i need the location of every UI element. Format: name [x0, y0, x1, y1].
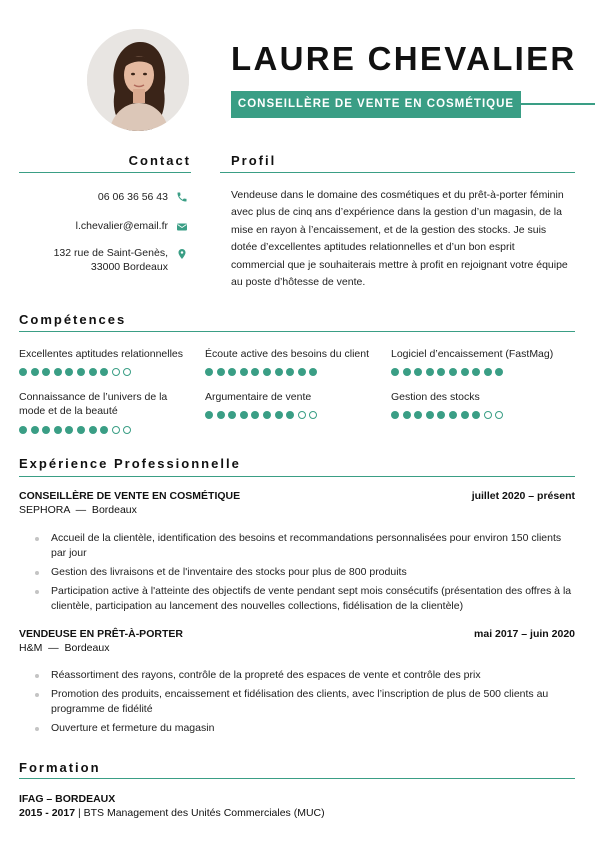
contact-address-line1: 132 rue de Saint-Genès,: [53, 247, 168, 259]
rating-dot-filled: [495, 368, 503, 376]
rating-dot-filled: [263, 411, 271, 419]
job-dates: mai 2017 – juin 2020: [474, 628, 575, 640]
rating-dot-filled: [251, 411, 259, 419]
rating-dot-empty: [123, 426, 131, 434]
rating-dot-filled: [240, 411, 248, 419]
skill-name: Gestion des stocks: [391, 391, 480, 403]
experience-heading: Expérience Professionnelle: [19, 456, 241, 471]
job-bullets: [34, 531, 579, 618]
skill-name-line2: mode et de la beauté: [19, 405, 118, 417]
rating-dot-filled: [484, 368, 492, 376]
skill-name: Excellentes aptitudes relationnelles: [19, 348, 184, 360]
contact-divider: [19, 172, 191, 173]
contact-heading: Contact: [128, 153, 191, 168]
education-separator: |: [75, 807, 84, 819]
rating-dot-filled: [298, 368, 306, 376]
rating-dot-filled: [286, 411, 294, 419]
rating-dot-filled: [100, 368, 108, 376]
skill-rating: [19, 426, 131, 434]
rating-dot-empty: [309, 411, 317, 419]
rating-dot-filled: [89, 368, 97, 376]
rating-dot-filled: [228, 411, 236, 419]
rating-dot-filled: [403, 368, 411, 376]
rating-dot-filled: [54, 368, 62, 376]
rating-dot-filled: [472, 411, 480, 419]
rating-dot-filled: [472, 368, 480, 376]
job-dates: juillet 2020 – présent: [471, 490, 575, 502]
rating-dot-filled: [286, 368, 294, 376]
job-title: CONSEILLÈRE DE VENTE EN COSMÉTIQUE: [19, 490, 241, 502]
profil-divider: [220, 172, 575, 173]
rating-dot-filled: [240, 368, 248, 376]
skill-name: Argumentaire de vente: [205, 391, 312, 403]
job-bullets: [34, 668, 579, 740]
rating-dot-filled: [228, 368, 236, 376]
rating-dot-filled: [449, 411, 457, 419]
portrait-image: [87, 29, 189, 131]
rating-dot-empty: [484, 411, 492, 419]
rating-dot-filled: [275, 411, 283, 419]
rating-dot-filled: [449, 368, 457, 376]
rating-dot-filled: [217, 411, 225, 419]
rating-dot-empty: [112, 368, 120, 376]
rating-dot-filled: [391, 411, 399, 419]
rating-dot-filled: [403, 411, 411, 419]
rating-dot-filled: [263, 368, 271, 376]
list-item: Accueil de la clientèle, identification des besoins et recommandations personnalisées pour environ 150 clients par jour: [34, 531, 579, 561]
rating-dot-filled: [65, 368, 73, 376]
rating-dot-filled: [426, 368, 434, 376]
contact-email[interactable]: l.chevalier@email.fr: [75, 220, 168, 232]
skill-rating: [19, 368, 131, 376]
education-divider: [19, 778, 575, 779]
contact-phone: 06 06 36 56 43: [97, 191, 168, 203]
rating-dot-filled: [31, 368, 39, 376]
rating-dot-empty: [298, 411, 306, 419]
rating-dot-filled: [100, 426, 108, 434]
contact-address-line2: 33000 Bordeaux: [90, 261, 168, 273]
rating-dot-filled: [19, 426, 27, 434]
rating-dot-filled: [437, 368, 445, 376]
rating-dot-filled: [414, 411, 422, 419]
job-company: SEPHORA — Bordeaux: [19, 504, 137, 516]
skill-name: Logiciel d’encaissement (FastMag): [391, 348, 554, 360]
candidate-name: LAURE CHEVALIER: [231, 40, 577, 77]
profil-heading: Profil: [231, 153, 277, 168]
location-icon: [176, 248, 188, 260]
skills-heading: Compétences: [19, 312, 127, 327]
rating-dot-filled: [309, 368, 317, 376]
rating-dot-filled: [461, 411, 469, 419]
rating-dot-filled: [426, 411, 434, 419]
job-title-banner: CONSEILLÈRE DE VENTE EN COSMÉTIQUE: [231, 91, 521, 118]
job-title-line: [521, 103, 595, 105]
rating-dot-filled: [42, 426, 50, 434]
list-item: Ouverture et fermeture du magasin: [34, 721, 579, 736]
rating-dot-empty: [495, 411, 503, 419]
rating-dot-filled: [89, 426, 97, 434]
phone-icon: [176, 191, 188, 203]
rating-dot-filled: [414, 368, 422, 376]
rating-dot-empty: [112, 426, 120, 434]
rating-dot-filled: [437, 411, 445, 419]
rating-dot-filled: [217, 368, 225, 376]
education-years: 2015 - 2017: [19, 807, 76, 819]
list-item: Promotion des produits, encaissement et fidélisation des clients, avec l’inscription de plus de 500 clients au programme de fidélité: [34, 687, 579, 717]
education-heading: Formation: [19, 760, 101, 775]
skill-rating: [391, 368, 503, 376]
rating-dot-filled: [391, 368, 399, 376]
rating-dot-filled: [31, 426, 39, 434]
education-school: IFAG – BORDEAUX: [19, 793, 116, 805]
list-item: Gestion des livraisons et de l'inventaire des stocks pour plus de 800 produits: [34, 565, 579, 580]
education-details: [19, 806, 325, 821]
rating-dot-filled: [54, 426, 62, 434]
education-degree: BTS Management des Unités Commerciales (MUC): [83, 807, 325, 819]
list-item: Réassortiment des rayons, contrôle de la propreté des espaces de vente et contrôle des prix: [34, 668, 579, 683]
skills-divider: [19, 331, 575, 332]
profile-photo: [87, 29, 189, 131]
rating-dot-filled: [42, 368, 50, 376]
list-item: Participation active à l'atteinte des objectifs de vente pendant sept mois consécutifs (présentation des offres à la clientèle, participation au lancement des nouvelles collections, fidélisation de la clientèle): [34, 584, 579, 614]
rating-dot-filled: [19, 368, 27, 376]
rating-dot-filled: [77, 426, 85, 434]
email-icon: [176, 221, 188, 233]
rating-dot-filled: [275, 368, 283, 376]
rating-dot-filled: [77, 368, 85, 376]
experience-divider: [19, 476, 575, 477]
rating-dot-filled: [205, 368, 213, 376]
job-title: VENDEUSE EN PRÊT-À-PORTER: [19, 628, 183, 640]
skill-rating: [205, 368, 317, 376]
skill-name: Connaissance de l’univers de la: [19, 391, 168, 403]
rating-dot-filled: [461, 368, 469, 376]
skill-rating: [205, 411, 317, 419]
skill-rating: [391, 411, 503, 419]
rating-dot-filled: [251, 368, 259, 376]
profil-text: Vendeuse dans le domaine des cosmétiques et du prêt-à-porter féminin avec plus de cinq ans d’expérience dans la gestion d’un magasin, de la mise en rayon à l’encaissement, et de la gestion des stocks. Je suis dotée d’excellentes aptitudes relationnelles et d’un bon esprit commercial que je souhaiterais mettre à profit en rejoignant votre équipe au poste d’hôtesse de vente.: [231, 189, 568, 289]
rating-dot-filled: [205, 411, 213, 419]
rating-dot-empty: [123, 368, 131, 376]
rating-dot-filled: [65, 426, 73, 434]
skill-name: Écoute active des besoins du client: [205, 348, 370, 360]
job-company: H&M — Bordeaux: [19, 642, 110, 654]
